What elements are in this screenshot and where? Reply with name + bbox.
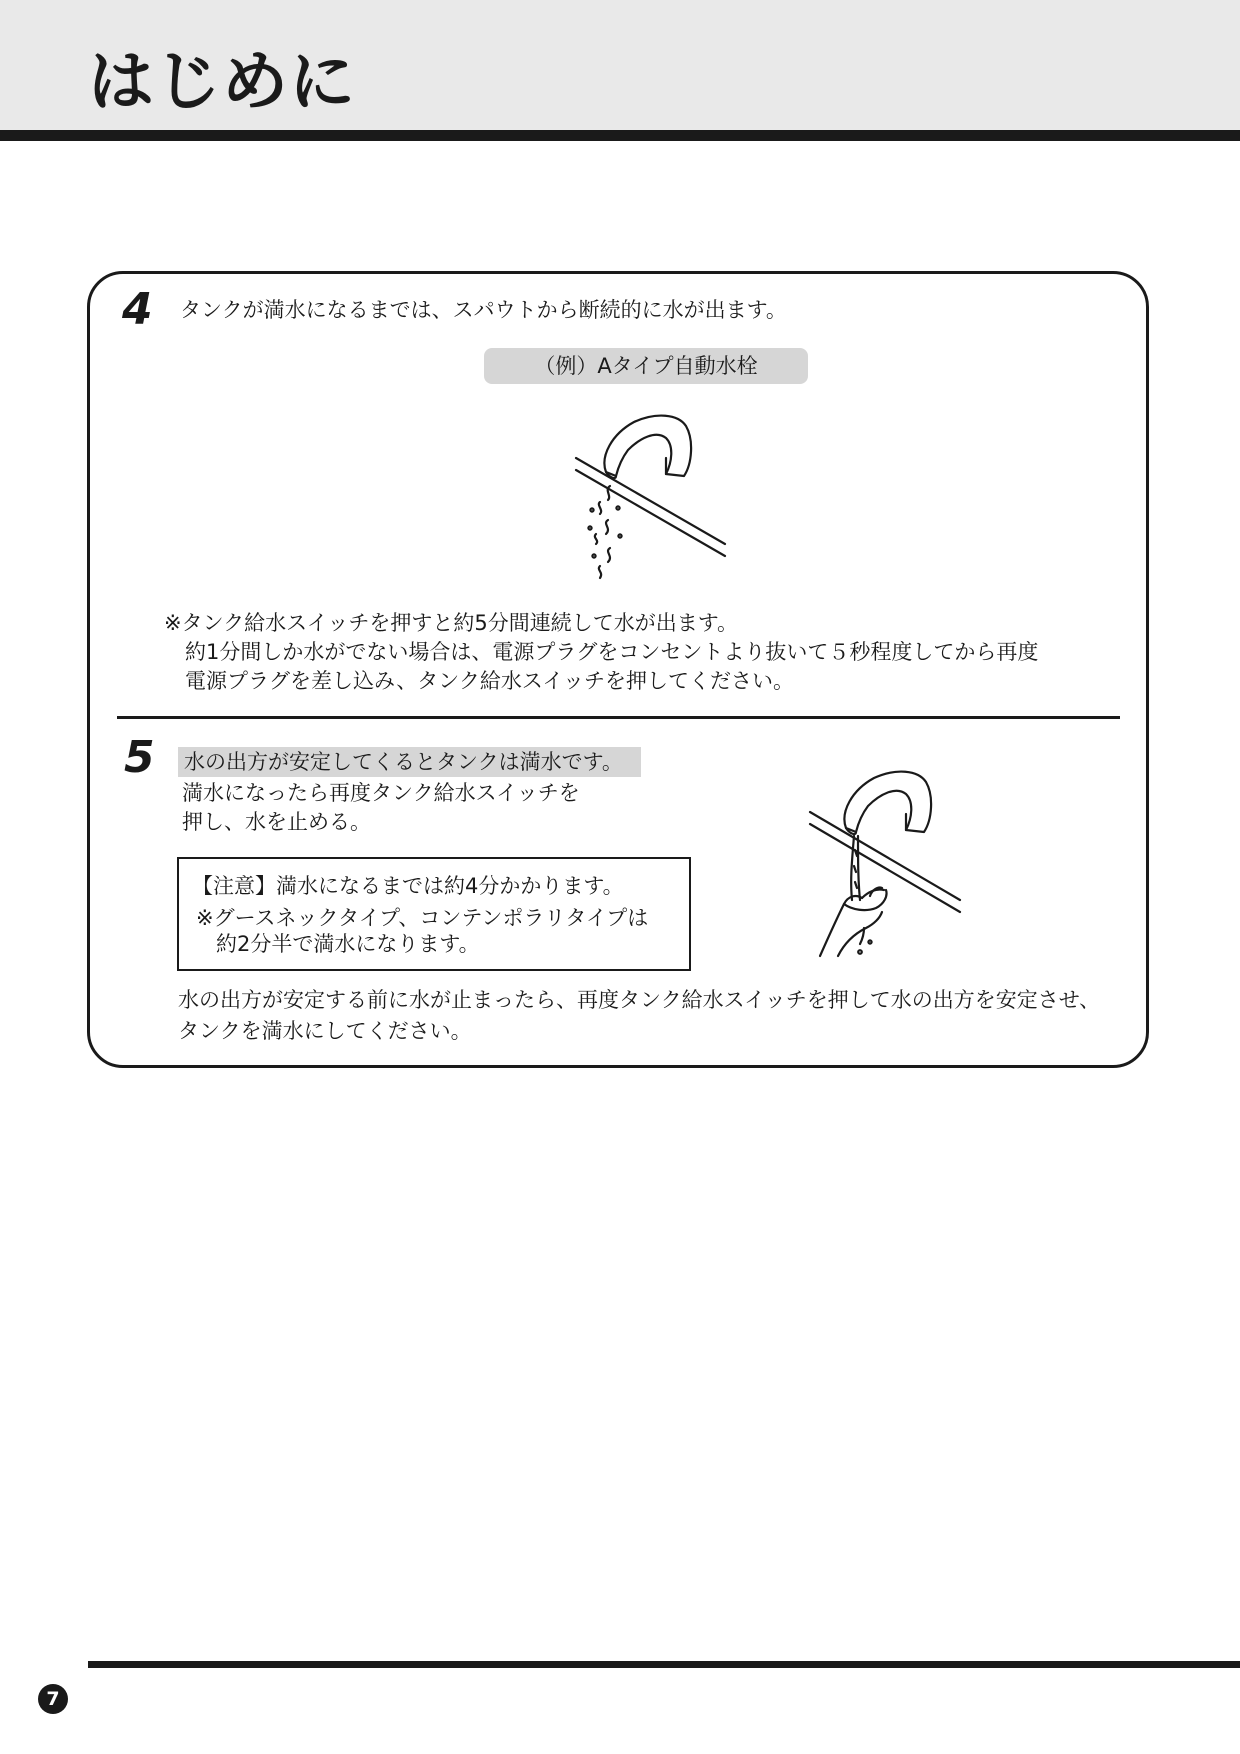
step-5-footer-line-2: タンクを満水にしてください。 xyxy=(178,1019,472,1043)
step-5-line-2: 押し、水を止める。 xyxy=(182,810,371,834)
step-5-number: 5 xyxy=(124,732,155,783)
step-4-note-1: ※タンク給水スイッチを押すと約5分間連続して水が出ます。 xyxy=(164,611,739,635)
caution-note-1: ※グースネックタイプ、コンテンポラリタイプは xyxy=(196,906,649,930)
caution-text: 【注意】満水になるまでは約4分かかります。 xyxy=(192,874,624,898)
faucet-steady-water-hand-illustration xyxy=(800,770,966,970)
step-4-text: タンクが満水になるまでは、スパウトから断続的に水が出ます。 xyxy=(180,298,787,322)
step-5-footer-line-1: 水の出方が安定する前に水が止まったら、再度タンク給水スイッチを押して水の出方を安定させ、 xyxy=(178,988,1101,1012)
header-rule xyxy=(0,130,1240,141)
step-divider xyxy=(117,716,1120,719)
step-5-line-1: 満水になったら再度タンク給水スイッチを xyxy=(182,781,580,805)
step-4-note-2: 約1分間しか水がでない場合は、電源プラグをコンセントより抜いて５秒程度してから再度 xyxy=(185,640,1039,664)
step-4-number: 4 xyxy=(122,284,153,335)
example-caption: （例）Aタイプ自動水栓 xyxy=(484,348,808,384)
step-5-lead: 水の出方が安定してくるとタンクは満水です。 xyxy=(178,747,641,777)
footer-rule xyxy=(88,1661,1240,1668)
step-4-note-3: 電源プラグを差し込み、タンク給水スイッチを押してください。 xyxy=(185,669,794,693)
page-number: 7 xyxy=(38,1684,68,1714)
page-header xyxy=(0,0,1240,130)
caution-note-2: 約2分半で満水になります。 xyxy=(216,932,480,956)
page-title: はじめに xyxy=(88,43,356,120)
faucet-intermittent-water-illustration xyxy=(570,410,730,586)
